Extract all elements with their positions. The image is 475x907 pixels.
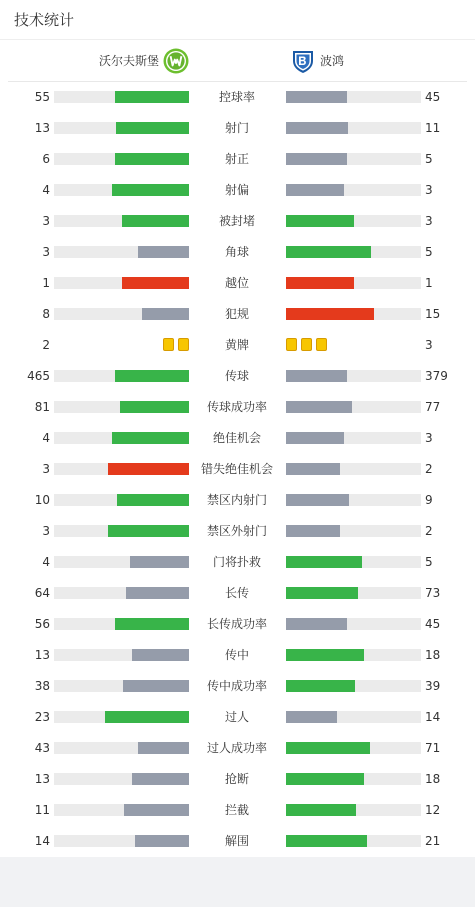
- away-stat-bar-track: [286, 587, 421, 599]
- home-stat-value: 13: [34, 121, 50, 135]
- away-stat-value: 11: [425, 121, 441, 135]
- home-stat-bar-fill: [132, 649, 189, 661]
- stat-row: [0, 423, 475, 454]
- away-stat-bar-fill: [286, 432, 344, 444]
- home-stat-bar-fill: [112, 184, 189, 196]
- home-stat-bar-track: [54, 494, 189, 506]
- away-stat-value: 3: [425, 183, 433, 197]
- home-stat-bar-fill: [105, 711, 189, 723]
- away-stat-bar-track: [286, 91, 421, 103]
- home-stat-value: 64: [34, 586, 50, 600]
- away-stat-value: 3: [425, 214, 433, 228]
- home-stat-value: 11: [34, 803, 50, 817]
- home-stat-bar-fill: [112, 432, 189, 444]
- home-stat-value: 14: [34, 834, 50, 848]
- away-stat-value: 3: [425, 431, 433, 445]
- home-stat-bar-track: [54, 153, 189, 165]
- stat-label: 被封堵: [218, 214, 255, 228]
- away-stat-value: 71: [425, 741, 441, 755]
- stat-label: 绝佳机会: [212, 431, 261, 445]
- stat-label: 控球率: [218, 90, 255, 104]
- home-stat-bar-track: [54, 711, 189, 723]
- away-stat-bar-fill: [286, 711, 337, 723]
- home-stat-bar-fill: [142, 308, 189, 320]
- stat-row: [0, 640, 475, 671]
- away-stat-bar-fill: [286, 277, 354, 289]
- home-stat-bar-fill: [123, 680, 189, 692]
- home-stat-bar-fill: [138, 246, 189, 258]
- away-team[interactable]: [290, 40, 344, 81]
- stat-label: 禁区外射门: [206, 524, 267, 538]
- stat-row: [0, 268, 475, 299]
- away-stat-bar-track: [286, 153, 421, 165]
- home-stat-bar-track: [54, 649, 189, 661]
- home-stat-bar-track: [54, 773, 189, 785]
- stat-label: 解围: [224, 834, 249, 848]
- home-stat-value: 1: [42, 276, 50, 290]
- stat-label: 抢断: [224, 772, 249, 786]
- stat-row: [0, 237, 475, 268]
- home-stat-bar-track: [54, 556, 189, 568]
- home-stat-value: 10: [34, 493, 50, 507]
- stat-row: [0, 516, 475, 547]
- away-stat-bar-track: [286, 308, 421, 320]
- away-stat-bar-fill: [286, 804, 356, 816]
- home-stat-bar-track: [54, 587, 189, 599]
- stat-label: 黄牌: [224, 338, 249, 352]
- away-stat-bar-fill: [286, 308, 374, 320]
- home-stat-value: 13: [34, 648, 50, 662]
- away-stat-value: 21: [425, 834, 441, 848]
- home-stat-value: 4: [42, 183, 50, 197]
- away-stat-bar-track: [286, 556, 421, 568]
- stat-row: [0, 330, 475, 361]
- away-stat-value: 1: [425, 276, 433, 290]
- home-team[interactable]: [99, 40, 189, 81]
- home-stat-bar-track: [54, 184, 189, 196]
- away-stat-value: 2: [425, 462, 433, 476]
- home-team-name: 沃尔夫斯堡: [98, 54, 159, 68]
- away-stat-bar-fill: [286, 153, 347, 165]
- wolfsburg-crest-icon: [163, 48, 189, 74]
- home-stat-bar-track: [54, 742, 189, 754]
- away-stat-bar-track: [286, 246, 421, 258]
- home-stat-value: 8: [42, 307, 50, 321]
- away-stat-bar-track: [286, 804, 421, 816]
- away-stat-bar-fill: [286, 91, 347, 103]
- away-yellow-cards: [286, 338, 327, 351]
- away-team-name: 波鸿: [320, 54, 345, 68]
- home-stat-bar-track: [54, 122, 189, 134]
- home-stat-bar-fill: [126, 587, 189, 599]
- away-stat-bar-track: [286, 773, 421, 785]
- home-stat-bar-fill: [108, 463, 189, 475]
- away-stat-bar-track: [286, 680, 421, 692]
- home-stat-bar-fill: [108, 525, 189, 537]
- stat-label: 犯规: [224, 307, 249, 321]
- home-stat-value: 43: [34, 741, 50, 755]
- home-stat-bar-track: [54, 401, 189, 413]
- home-stat-value: 6: [42, 152, 50, 166]
- away-stat-bar-track: [286, 401, 421, 413]
- yellow-card-icon: [286, 338, 297, 351]
- stat-row: [0, 733, 475, 764]
- away-stat-bar-track: [286, 711, 421, 723]
- home-stat-bar-track: [54, 246, 189, 258]
- stat-row: [0, 578, 475, 609]
- home-stat-bar-track: [54, 835, 189, 847]
- away-stat-value: 379: [425, 369, 448, 383]
- stat-label: 过人: [224, 710, 249, 724]
- home-stat-bar-fill: [116, 122, 189, 134]
- away-stat-bar-track: [286, 649, 421, 661]
- home-stat-bar-fill: [132, 773, 189, 785]
- stat-label: 角球: [224, 245, 249, 259]
- stat-row: [0, 547, 475, 578]
- stat-label: 禁区内射门: [206, 493, 267, 507]
- away-stat-bar-fill: [286, 463, 340, 475]
- home-stat-value: 56: [34, 617, 50, 631]
- stat-row: [0, 609, 475, 640]
- home-stat-value: 81: [34, 400, 50, 414]
- away-stat-bar-track: [286, 742, 421, 754]
- home-stat-value: 3: [42, 524, 50, 538]
- stat-label: 射偏: [224, 183, 249, 197]
- home-stat-bar-fill: [122, 277, 190, 289]
- away-stat-bar-track: [286, 463, 421, 475]
- away-stat-value: 77: [425, 400, 441, 414]
- stat-row: [0, 826, 475, 857]
- stats-list: [0, 82, 475, 857]
- home-stat-bar-track: [54, 432, 189, 444]
- away-stat-bar-fill: [286, 680, 355, 692]
- home-stat-bar-track: [54, 680, 189, 692]
- stat-row: [0, 702, 475, 733]
- away-stat-bar-fill: [286, 618, 347, 630]
- away-stat-bar-fill: [286, 122, 348, 134]
- stat-label: 射正: [224, 152, 249, 166]
- home-stat-bar-fill: [115, 153, 189, 165]
- stat-row: [0, 361, 475, 392]
- stat-row: [0, 764, 475, 795]
- home-stat-bar-track: [54, 215, 189, 227]
- home-stat-bar-track: [54, 525, 189, 537]
- away-stat-value: 14: [425, 710, 441, 724]
- yellow-card-icon: [178, 338, 189, 351]
- stat-row: [0, 175, 475, 206]
- stat-row: [0, 671, 475, 702]
- bochum-crest-icon: [290, 48, 316, 74]
- stat-label: 过人成功率: [206, 741, 267, 755]
- home-stat-bar-track: [54, 463, 189, 475]
- home-stat-bar-fill: [135, 835, 189, 847]
- yellow-card-icon: [163, 338, 174, 351]
- away-stat-value: 45: [425, 90, 441, 104]
- stat-label: 传球: [224, 369, 249, 383]
- home-stat-bar-fill: [120, 401, 189, 413]
- away-stat-bar-fill: [286, 835, 367, 847]
- home-stat-value: 4: [42, 555, 50, 569]
- away-stat-value: 45: [425, 617, 441, 631]
- home-stat-value: 13: [34, 772, 50, 786]
- home-stat-bar-fill: [124, 804, 189, 816]
- stat-row: [0, 206, 475, 237]
- away-stat-bar-fill: [286, 587, 358, 599]
- page-title: 技术统计: [0, 0, 475, 40]
- away-stat-bar-track: [286, 494, 421, 506]
- home-stat-bar-fill: [122, 215, 190, 227]
- away-stat-bar-fill: [286, 246, 371, 258]
- away-stat-bar-track: [286, 525, 421, 537]
- home-stat-bar-track: [54, 804, 189, 816]
- home-stat-bar-track: [54, 308, 189, 320]
- home-yellow-cards: [163, 338, 189, 351]
- home-stat-bar-fill: [115, 618, 189, 630]
- stat-row: [0, 144, 475, 175]
- home-stat-value: 2: [42, 338, 50, 352]
- stat-label: 越位: [224, 276, 249, 290]
- home-stat-value: 465: [27, 369, 50, 383]
- stat-row: [0, 485, 475, 516]
- away-stat-bar-fill: [286, 370, 347, 382]
- away-stat-value: 9: [425, 493, 433, 507]
- home-stat-bar-fill: [138, 742, 189, 754]
- home-stat-bar-track: [54, 370, 189, 382]
- away-stat-bar-fill: [286, 494, 349, 506]
- away-stat-bar-track: [286, 835, 421, 847]
- away-stat-bar-track: [286, 122, 421, 134]
- away-stat-bar-fill: [286, 184, 344, 196]
- home-stat-bar-fill: [115, 370, 189, 382]
- yellow-card-icon: [301, 338, 312, 351]
- away-stat-bar-track: [286, 618, 421, 630]
- away-stat-bar-track: [286, 370, 421, 382]
- teams-header: [8, 40, 467, 82]
- away-stat-value: 12: [425, 803, 441, 817]
- away-stat-value: 18: [425, 648, 441, 662]
- away-stat-value: 5: [425, 245, 433, 259]
- home-stat-bar-track: [54, 277, 189, 289]
- away-stat-bar-track: [286, 215, 421, 227]
- stat-row: [0, 82, 475, 113]
- away-stat-value: 2: [425, 524, 433, 538]
- home-stat-value: 38: [34, 679, 50, 693]
- home-stat-bar-fill: [115, 91, 189, 103]
- stat-label: 传球成功率: [206, 400, 267, 414]
- stat-label: 门将扑救: [212, 555, 261, 569]
- stat-label: 传中: [224, 648, 249, 662]
- stat-label: 射门: [224, 121, 249, 135]
- home-stat-value: 3: [42, 245, 50, 259]
- stat-label: 长传: [224, 586, 249, 600]
- stat-row: [0, 392, 475, 423]
- stat-label: 长传成功率: [206, 617, 267, 631]
- away-stat-bar-track: [286, 432, 421, 444]
- home-stat-value: 4: [42, 431, 50, 445]
- stat-row: [0, 454, 475, 485]
- away-stat-bar-track: [286, 277, 421, 289]
- stat-row: [0, 113, 475, 144]
- away-stat-value: 5: [425, 152, 433, 166]
- away-stat-bar-track: [286, 184, 421, 196]
- stat-row: [0, 795, 475, 826]
- away-stat-bar-fill: [286, 215, 354, 227]
- away-stat-bar-fill: [286, 556, 362, 568]
- home-stat-value: 3: [42, 462, 50, 476]
- yellow-card-icon: [316, 338, 327, 351]
- home-stat-value: 23: [34, 710, 50, 724]
- home-stat-bar-fill: [117, 494, 189, 506]
- away-stat-bar-fill: [286, 773, 364, 785]
- away-stat-bar-fill: [286, 649, 364, 661]
- away-stat-value: 18: [425, 772, 441, 786]
- stat-row: [0, 299, 475, 330]
- away-stat-value: 39: [425, 679, 441, 693]
- away-stat-value: 3: [425, 338, 433, 352]
- stat-label: 拦截: [224, 803, 249, 817]
- away-stat-bar-fill: [286, 401, 352, 413]
- home-stat-value: 55: [34, 90, 50, 104]
- away-stat-value: 5: [425, 555, 433, 569]
- stat-label: 错失绝佳机会: [200, 462, 273, 476]
- home-stat-bar-track: [54, 618, 189, 630]
- away-stat-bar-fill: [286, 742, 370, 754]
- away-stat-bar-fill: [286, 525, 340, 537]
- home-stat-bar-fill: [130, 556, 189, 568]
- home-stat-value: 3: [42, 214, 50, 228]
- away-stat-value: 15: [425, 307, 441, 321]
- stat-label: 传中成功率: [206, 679, 267, 693]
- home-stat-bar-track: [54, 91, 189, 103]
- away-stat-value: 73: [425, 586, 441, 600]
